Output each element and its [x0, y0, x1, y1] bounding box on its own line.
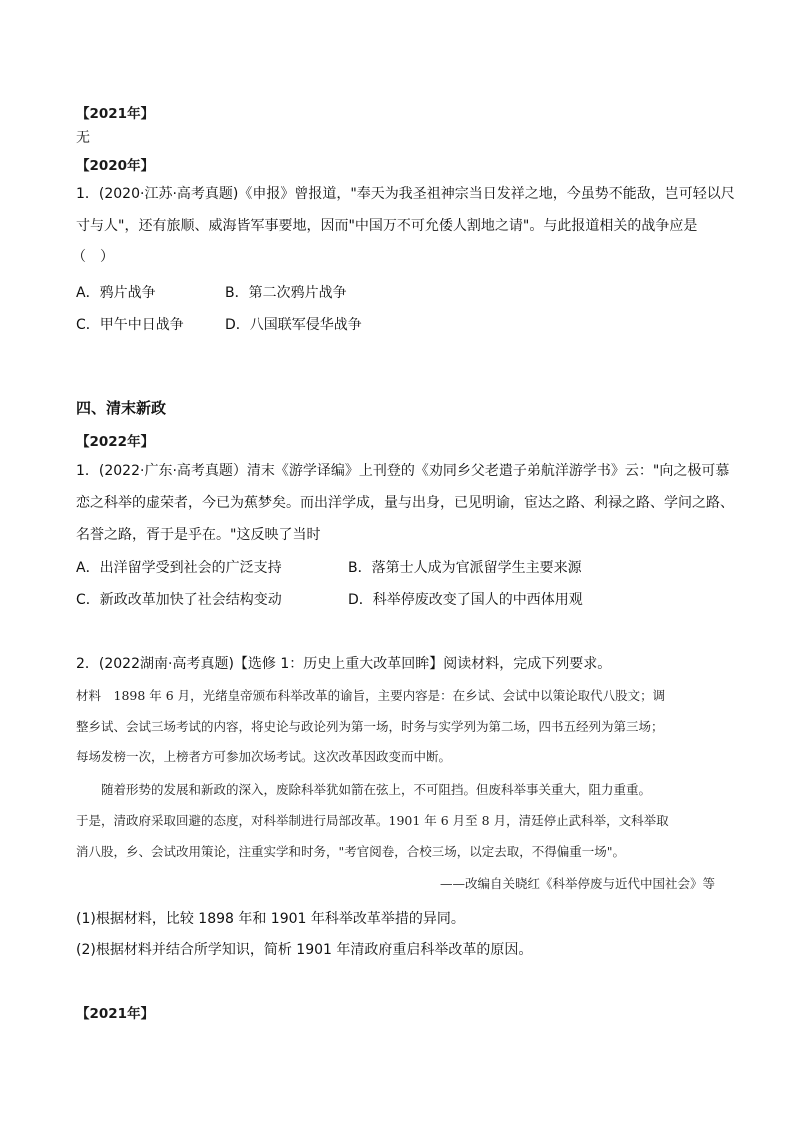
q2022-1-text-line2: 恋之科举的虚荣者，今已为蕉梦矣。而出洋学成，量与出身，已见明谕，宦达之路、利禄之路、学问之路、: [76, 495, 734, 511]
material-line-6: 消八股，乡、会试改用策论，注重实学和时务，"考官阅卷，合校三场，以定去取，不得偏重一场"。: [76, 844, 626, 859]
q2020-answer-bracket: （ ）: [72, 249, 114, 265]
q2020-text-line1: 1．(2020·江苏·高考真题)《申报》曾报道，"奉天为我圣祖神宗当日发祥之地，今虽势不能敌，岂可轻以尺: [76, 186, 735, 202]
q2020-option-b[interactable]: B．第二次鸦片战争: [225, 285, 347, 301]
sub-question-2: (2)根据材料并结合所学知识，简析 1901 年清政府重启科举改革的原因。: [76, 942, 533, 958]
sub-question-1: (1)根据材料，比较 1898 年和 1901 年科举改革举措的异同。: [76, 911, 465, 927]
material-line-5: 于是，清政府采取回避的态度，对科举制进行局部改革。1901 年 6 月至 8 月，清廷停止武科举，文科举取: [76, 813, 669, 828]
q2020-option-d[interactable]: D．八国联军侵华战争: [225, 317, 362, 333]
year-tag-2020: 【2020年】: [76, 158, 155, 174]
answer-none: 无: [76, 130, 90, 146]
year-tag-2021-bottom: 【2021年】: [76, 1006, 155, 1022]
material-source: ——改编自关晓红《科举停废与近代中国社会》等: [440, 876, 716, 891]
material-line-3: 每场发榜一次，上榜者方可参加次场考试。这次改革因政变而中断。: [76, 749, 452, 764]
q2022-1-text-line3: 名誉之路，胥于是乎在。"这反映了当时: [76, 527, 321, 543]
year-tag-2021-top: 【2021年】: [76, 106, 155, 122]
q2022-1-text-line1: 1．(2022·广东·高考真题）清末《游学译编》上刊登的《劝同乡父老遣子弟航洋游学书》云："向之极可慕: [76, 463, 730, 479]
material-line-1: 材料 1898 年 6 月，光绪皇帝颁布科举改革的谕旨，主要内容是：在乡试、会试中以策论取代八股文；调: [76, 688, 666, 703]
section-title: 四、清末新政: [76, 399, 167, 417]
q2022-1-option-b[interactable]: B．落第士人成为官派留学生主要来源: [348, 560, 582, 576]
q2022-1-option-d[interactable]: D．科举停废改变了国人的中西体用观: [348, 592, 583, 608]
material-line-2: 整乡试、会试三场考试的内容，将史论与政论列为第一场，时务与实学列为第二场，四书五经列为第三场；: [76, 719, 664, 734]
q2022-1-option-a[interactable]: A．出洋留学受到社会的广泛支持: [76, 560, 282, 576]
q2020-text-line2: 寸与人"，还有旅顺、威海皆军事要地，因而"中国万不可允倭人割地之请"。与此报道相关的战争应是: [76, 218, 698, 234]
q2020-option-c[interactable]: C．甲午中日战争: [76, 317, 184, 333]
q2020-option-a[interactable]: A．鸦片战争: [76, 285, 156, 301]
year-tag-2022: 【2022年】: [76, 434, 155, 450]
q2022-2-intro: 2．(2022湖南·高考真题)【选修 1：历史上重大改革回眸】阅读材料，完成下列要求。: [76, 656, 612, 672]
material-line-4: 随着形势的发展和新政的深入，废除科举犹如箭在弦上，不可阻挡。但废科举事关重大，阻力重重。: [76, 782, 652, 797]
q2022-1-option-c[interactable]: C．新政改革加快了社会结构变动: [76, 592, 282, 608]
